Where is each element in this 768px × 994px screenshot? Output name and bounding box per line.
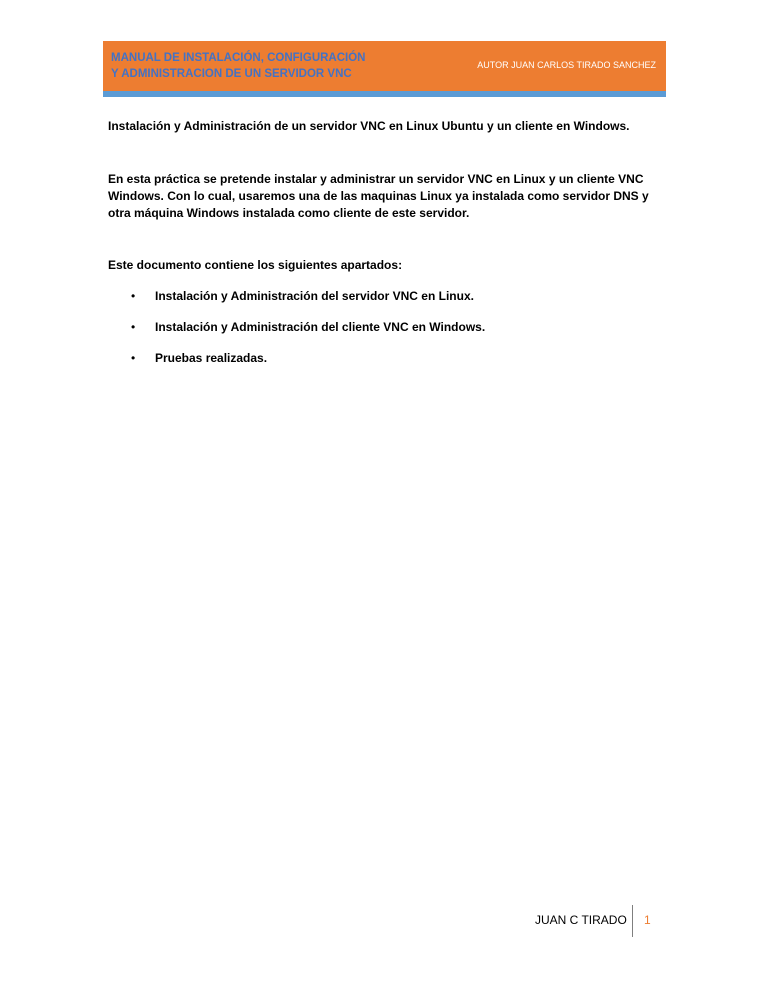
sections-list: [108, 288, 664, 367]
intro-paragraph: En esta práctica se pretende instalar y administrar un servidor VNC en Linux y un cliente VNC Windows. Con lo cual, usaremos una de las maquinas Linux ya instalada como servidor DNS y otra máquina Windows instalada como cliente de este servidor.: [108, 172, 649, 220]
header-title: [111, 50, 381, 82]
header-accent-bar: [103, 91, 666, 97]
list-item: [108, 350, 664, 367]
bullet-icon: •: [131, 289, 136, 303]
footer-divider: [632, 905, 633, 937]
header-author: AUTOR JUAN CARLOS TIRADO SANCHEZ: [477, 60, 656, 70]
page-header: [103, 41, 666, 91]
bullet-icon: •: [131, 351, 136, 365]
list-item-label: Instalación y Administración del servidor VNC en Linux.: [155, 289, 474, 303]
list-item-label: Instalación y Administración del cliente VNC en Windows.: [155, 320, 486, 334]
footer-author-name: JUAN C TIRADO: [535, 913, 627, 927]
document-title: Instalación y Administración de un servidor VNC en Linux Ubuntu y un cliente en Windows.: [108, 119, 630, 133]
list-intro: Este documento contiene los siguientes apartados:: [108, 258, 403, 272]
document-body: [108, 118, 664, 381]
header-title-line-1: MANUAL DE INSTALACIÓN, CONFIGURACIÓN: [111, 52, 366, 64]
header-title-line-2: Y ADMINISTRACION DE UN SERVIDOR VNC: [111, 68, 352, 80]
page-number: 1: [644, 913, 651, 927]
bullet-icon: •: [131, 320, 136, 334]
list-item-label: Pruebas realizadas.: [155, 351, 268, 365]
list-item: [108, 319, 664, 336]
list-item: [108, 288, 664, 305]
